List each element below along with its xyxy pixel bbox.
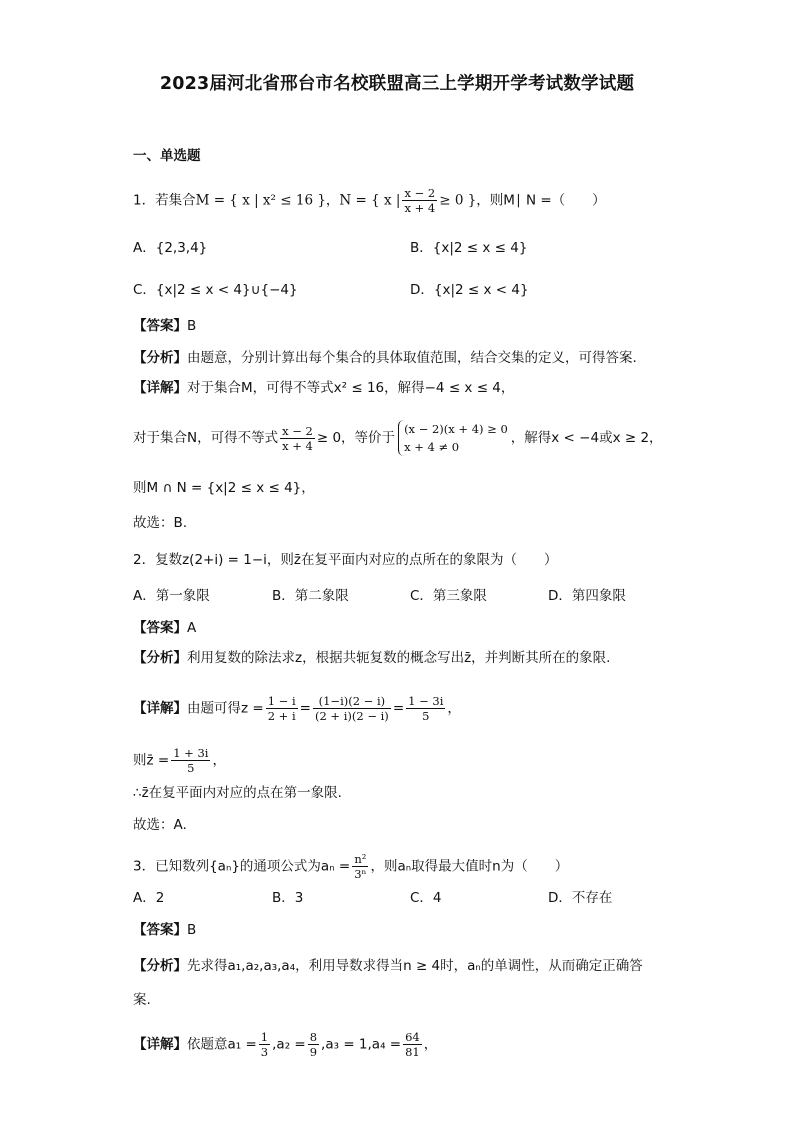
q3-option-c: C．4 xyxy=(410,890,442,906)
q1-detail-frac-num: x − 2 xyxy=(282,423,313,438)
q3-analysis-line-2: 案. xyxy=(133,992,151,1008)
q3-a1-num: 1 xyxy=(260,1030,269,1044)
detail-tag: 【详解】 xyxy=(133,1036,187,1053)
q3-a4-num: 64 xyxy=(405,1030,420,1044)
q3-a2-fraction xyxy=(308,1030,319,1059)
q1-detail-line-2 xyxy=(133,420,663,456)
q2-f3-num: 1 − 3i xyxy=(408,694,444,708)
q1-stem-label: 1．若集合 xyxy=(133,192,196,209)
q2-answer-value: A xyxy=(187,620,197,636)
analysis-tag: 【分析】 xyxy=(133,958,187,974)
q1-set-m: M = { x | x² ≤ 16 } xyxy=(195,192,326,209)
q1-set-n-fraction xyxy=(402,186,437,215)
q3-stem-end: ，则aₙ取得最大值时n为（ ） xyxy=(370,858,569,875)
answer-tag: 【答案】 xyxy=(133,318,187,334)
q1-conclusion: 故选：B. xyxy=(133,515,188,531)
q2-analysis xyxy=(133,648,610,668)
q2-option-b: B．第二象限 xyxy=(272,588,349,604)
q2-detail-start: 由题可得z = xyxy=(187,700,264,717)
q3-answer-value: B xyxy=(187,922,197,938)
q1-detail-2-start: 对于集合N，可得不等式 xyxy=(133,430,279,446)
q1-answer-value: B xyxy=(187,318,197,334)
q3-option-d: D．不存在 xyxy=(548,890,613,906)
analysis-tag: 【分析】 xyxy=(133,350,187,366)
page-title: 2023届河北省邢台市名校联盟高三上学期开学考试数学试题 xyxy=(159,74,635,94)
q2-equals-1: = xyxy=(299,700,311,717)
section-heading: 一、单选题 xyxy=(133,148,201,164)
q2-f2-num: (1−i)(2 − i) xyxy=(313,694,391,709)
q2-equals-2: = xyxy=(392,700,405,717)
q2-stem: 2．复数z(2+i) = 1−i，则z̄在复平面内对应的点所在的象限为（ ） xyxy=(133,552,558,568)
q2-conclusion: 故选：A. xyxy=(133,817,187,833)
q2-f1-den: 2 + i xyxy=(267,709,296,723)
q1-analysis-text: 由题意，分别计算出每个集合的具体取值范围，结合交集的定义，可得答案. xyxy=(187,350,637,366)
q3-detail-start: 依题意a₁ = xyxy=(187,1036,257,1053)
q2-analysis-text: 利用复数的除法求z，根据共轭复数的概念写出z̄，并判断其所在的象限. xyxy=(187,650,611,666)
q2-fraction-1 xyxy=(266,694,298,723)
q3-a1-fraction xyxy=(259,1030,270,1059)
q3-a4-fraction xyxy=(403,1030,422,1059)
q1-inequality-system xyxy=(398,420,508,456)
detail-tag: 【详解】 xyxy=(133,700,187,717)
q2-detail-end: ， xyxy=(447,700,461,717)
q3-analysis-line-1 xyxy=(133,956,643,976)
q2-conj-start: 则z̄ = xyxy=(133,752,170,769)
q1-set-n-suffix: ≥ 0 } xyxy=(439,192,477,209)
q1-detail-2-end: ，解得x < −4或x ≥ 2， xyxy=(510,430,663,446)
q2-answer xyxy=(133,618,196,638)
q2-conjugate-line xyxy=(133,746,226,775)
q2-conj-num: 1 + 3i xyxy=(173,746,209,760)
q3-a2-den: 9 xyxy=(309,1045,318,1059)
analysis-tag: 【分析】 xyxy=(133,650,187,666)
q1-detail-2-mid: ≥ 0，等价于 xyxy=(316,430,396,446)
q3-fraction xyxy=(352,852,368,881)
q2-therefore: ∴z̄在复平面内对应的点在第一象限. xyxy=(133,785,342,801)
q3-option-b: B．3 xyxy=(272,890,304,906)
q1-option-b: B．{x|2 ≤ x ≤ 4} xyxy=(410,240,528,256)
q1-stem xyxy=(133,186,606,215)
q1-analysis xyxy=(133,348,637,368)
q3-detail-end: ， xyxy=(423,1036,438,1053)
q2-detail-line xyxy=(133,694,461,723)
q1-system-line-2: x + 4 ≠ 0 xyxy=(404,440,460,454)
q2-f2-den: (2 + i)(2 − i) xyxy=(314,709,389,723)
q2-f3-den: 5 xyxy=(422,709,430,723)
q1-set-n-prefix: ，N = { x | xyxy=(325,192,401,209)
q3-answer xyxy=(133,920,196,940)
q1-detail-line-1 xyxy=(133,378,514,398)
q3-a4-den: 81 xyxy=(405,1045,420,1059)
q1-n-numerator: x − 2 xyxy=(404,186,436,200)
q3-a3-prefix: ,a₃ = 1,a₄ = xyxy=(321,1036,402,1053)
q3-stem-start: 3．已知数列{aₙ}的通项公式为aₙ = xyxy=(133,858,351,875)
q1-n-denominator: x + 4 xyxy=(404,201,436,215)
q2-f1-num: 1 − i xyxy=(267,694,296,708)
q2-option-d: D．第四象限 xyxy=(548,588,626,604)
q2-option-a: A．第一象限 xyxy=(133,588,210,604)
q2-fraction-3 xyxy=(406,694,445,723)
q3-a1-den: 3 xyxy=(260,1045,269,1059)
q3-option-a: A．2 xyxy=(133,890,165,906)
q1-detail-fraction xyxy=(280,424,315,453)
q3-analysis-text-1: 先求得a₁,a₂,a₃,a₄，利用导数求得当n ≥ 4时，aₙ的单调性，从而确定正确答 xyxy=(187,958,643,974)
q1-option-d: D．{x|2 ≤ x < 4} xyxy=(410,282,529,298)
q1-detail-text-1: 对于集合M，可得不等式x² ≤ 16，解得−4 ≤ x ≤ 4， xyxy=(187,380,515,396)
q3-a2-num: 8 xyxy=(309,1030,318,1044)
q2-fraction-2 xyxy=(313,694,391,723)
q1-answer xyxy=(133,316,196,336)
q2-conj-den: 5 xyxy=(187,761,195,775)
q3-frac-num: n² xyxy=(352,852,368,867)
q1-stem-end: ，则M∣ N =（ ） xyxy=(476,192,606,209)
q1-detail-frac-den: x + 4 xyxy=(282,438,313,453)
q3-detail-line xyxy=(133,1030,437,1059)
q1-system-line-1: (x − 2)(x + 4) ≥ 0 xyxy=(404,422,508,436)
q2-option-c: C．第三象限 xyxy=(410,588,487,604)
q1-option-a: A．{2,3,4} xyxy=(133,240,208,256)
answer-tag: 【答案】 xyxy=(133,922,187,938)
q1-option-c: C．{x|2 ≤ x < 4}∪{−4} xyxy=(133,282,298,298)
answer-tag: 【答案】 xyxy=(133,620,187,636)
q3-frac-den: 3ⁿ xyxy=(354,867,367,881)
q1-detail-line-3: 则M ∩ N = {x|2 ≤ x ≤ 4}， xyxy=(133,480,315,496)
q2-conj-fraction xyxy=(171,746,210,775)
q2-conj-end: ， xyxy=(212,752,226,769)
q3-stem xyxy=(133,852,568,881)
detail-tag: 【详解】 xyxy=(133,380,187,396)
q3-a2-prefix: ,a₂ = xyxy=(272,1036,306,1053)
